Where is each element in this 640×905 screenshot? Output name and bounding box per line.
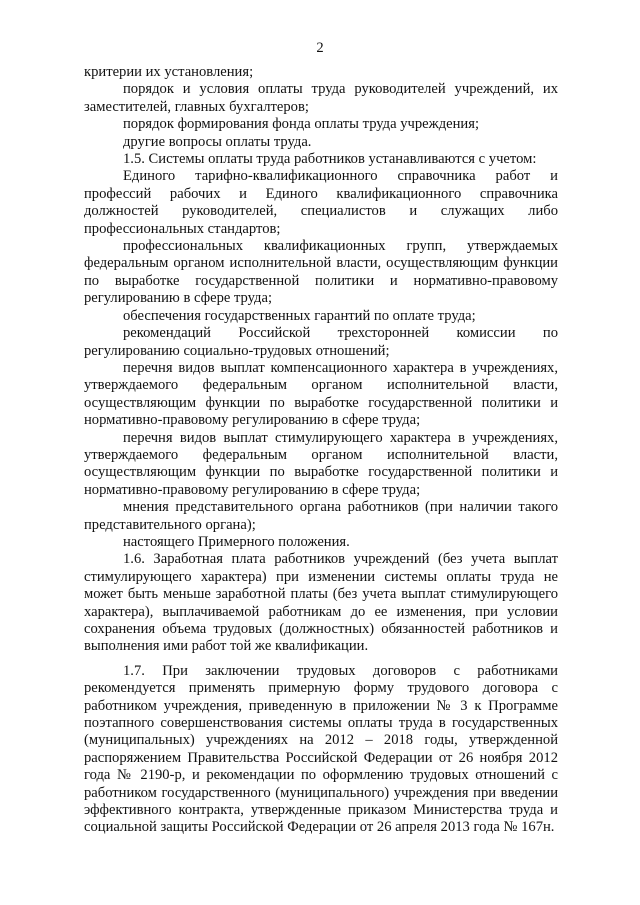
paragraph-unified-directory: Единого тарифно-квалификационного справочника работ и профессий рабочих и Единого квалификационного справочника должностей руководителей, специалистов и служащих либо профессиональных стандартов; [84, 168, 558, 237]
page-number: 2 [316, 40, 324, 56]
paragraph-qualification-groups: профессиональных квалификационных групп, утверждаемых федеральным органом исполнительной власти, осуществляющим функции по выработке государственной политики и нормативно-правовому регулированию в сфере труда; [84, 238, 558, 307]
paragraph-state-guarantees: обеспечения государственных гарантий по оплате труда; [123, 307, 476, 324]
paragraph-managers-pay: порядок и условия оплаты труда руководителей учреждений, их заместителей, главных бухгалтеров; [84, 81, 558, 115]
paragraph-this-regulation: настоящего Примерного положения. [123, 533, 350, 550]
paragraph-incentive-payments: перечня видов выплат стимулирующего характера в учреждениях, утверждаемого федеральным органом исполнительной власти, осуществляющим функции по выработке государственной политики и нормативно-правовому регулированию в сфере труда; [84, 429, 558, 498]
paragraph-1-7: 1.7. При заключении трудовых договоров с работниками рекомендуется применять примерную форму трудового договора с работником учреждения, приведенную в приложении № 3 к Программе поэтапного совершенствования системы оплаты труда в государственных (муниципальных) учреждениях на 2012 – 2018 годы, утвержденной распоряжением Правительства Российской Федерации от 26 ноября 2012 года № 2190-р, и рекомендации по оформлению трудовых отношений с работником государственного (муниципального) учреждения при введении эффективного контракта, утвержденные приказом Министерства труда и социальной защиты Российской Федерации от 26 апреля 2013 года № 167н. [84, 662, 558, 836]
paragraph-1-6: 1.6. Заработная плата работников учреждений (без учета выплат стимулирующего характера) при изменении системы оплаты труда не может быть меньше заработной платы (без учета выплат стимулирующего характера), выплачиваемой работникам до ее изменения, при условии сохранения объема трудовых (должностных) обязанностей работников и выполнения ими работ той же квалификации. [84, 551, 558, 655]
paragraph-criteria: критерии их установления; [84, 64, 254, 80]
paragraph-compensation-payments: перечня видов выплат компенсационного характера в учреждениях, утверждаемого федеральным органом исполнительной власти, осуществляющим функции по выработке государственной политики и нормативно-правовому регулированию в сфере труда; [84, 359, 558, 429]
paragraph-tripartite-commission: рекомендаций Российской трехсторонней комиссии по регулированию социально-трудовых отношений; [84, 325, 558, 359]
paragraph-1-5: 1.5. Системы оплаты труда работников устанавливаются с учетом: [123, 151, 537, 168]
paragraph-representative-body: мнения представительного органа работников (при наличии такого представительного органа); [84, 499, 558, 533]
paragraph-fund-formation: порядок формирования фонда оплаты труда учреждения; [123, 116, 480, 133]
document-body [84, 64, 558, 837]
paragraph-other-questions: другие вопросы оплаты труда. [123, 133, 312, 150]
